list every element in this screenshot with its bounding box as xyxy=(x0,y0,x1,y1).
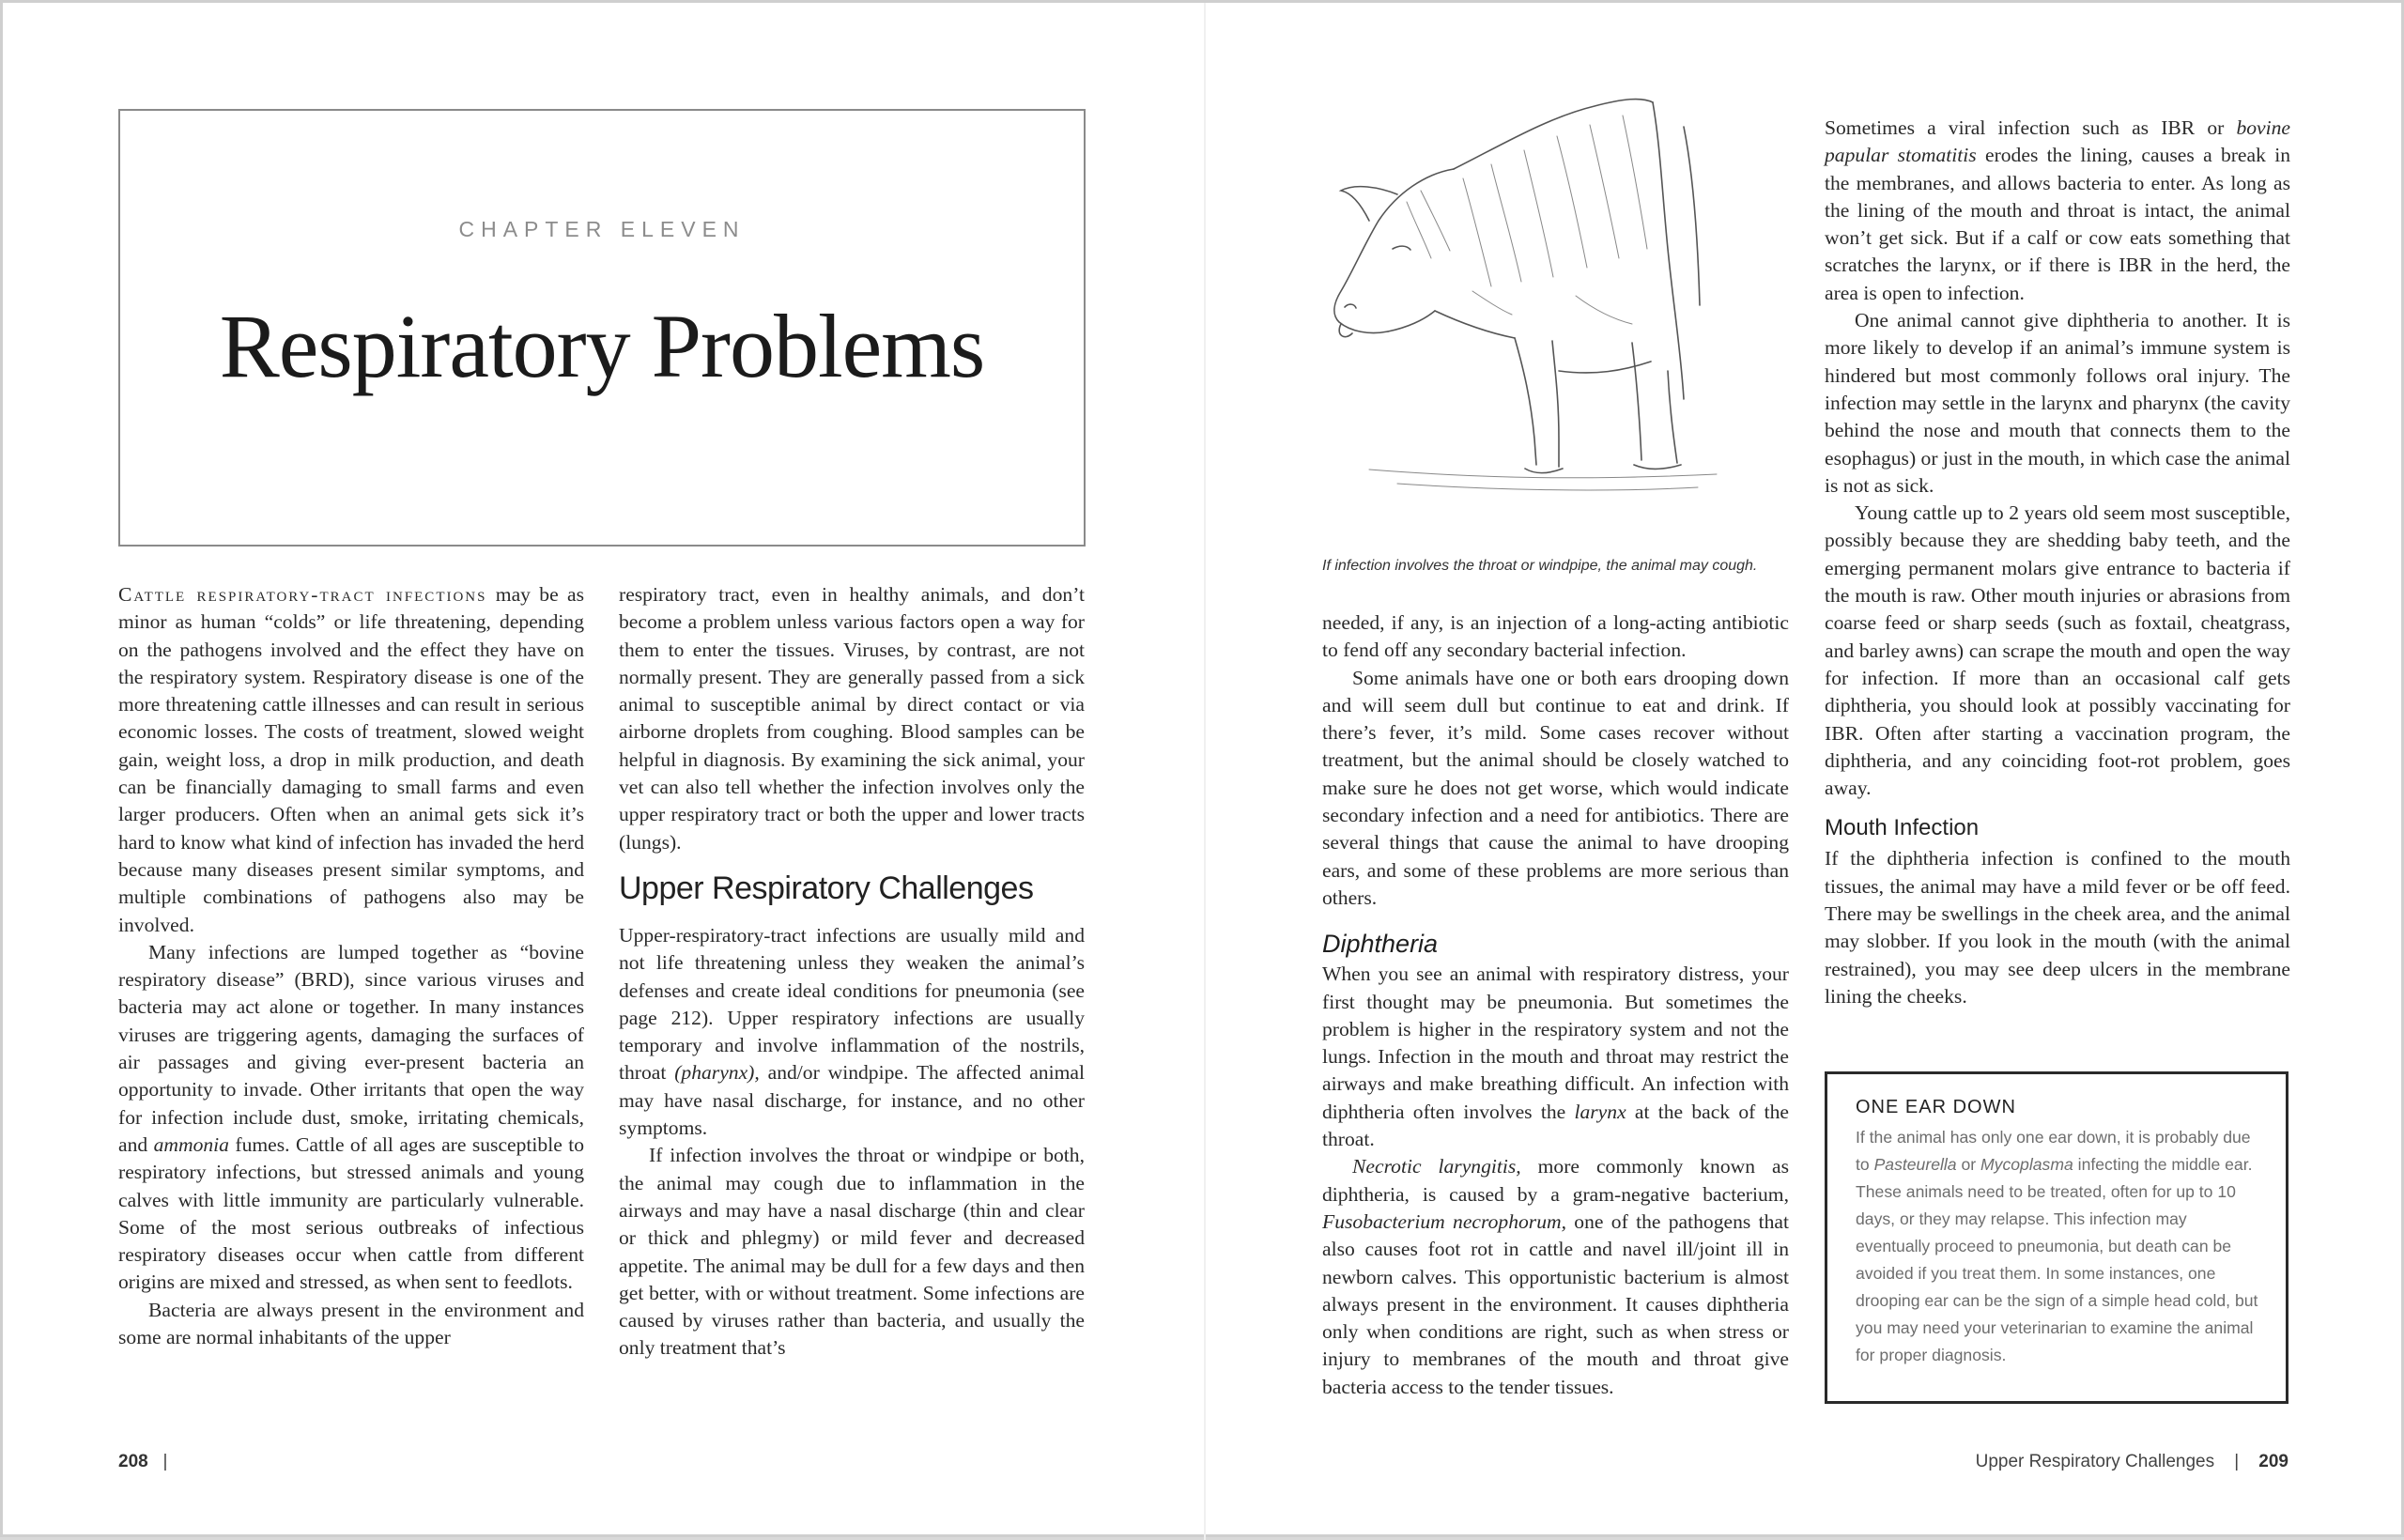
paragraph xyxy=(118,581,584,939)
italic-term: Pasteurella xyxy=(1873,1155,1957,1174)
running-head: Upper Respiratory Challenges xyxy=(1975,1452,2215,1471)
right-folio xyxy=(1941,1452,2288,1472)
paragraph-text: fumes. Cattle of all ages are susceptible to respiratory infections, but stressed animals and young calves with little immunity are particularly vulnerable. Some of the most serious outbreaks of infectious respiratory diseases occur when cattle from different origins are mixed and stressed, as when sent to feedlots. xyxy=(118,1132,584,1294)
paragraph-text: Many infections are lumped together as “bovine respiratory disease” (BRD), since various viruses and bacteria may act alone or together. In many instances viruses are triggering agents, damaging the surfaces of air passages and giving ever-present bacteria an opportunity to invade. Other irritants that open the way for infection include dust, smoke, irritating chemicals, and xyxy=(118,940,584,1156)
sidebar-text: If the animal has only one ear down, it is probably due to xyxy=(1856,1128,2251,1174)
left-column-1 xyxy=(118,581,584,1351)
paragraph xyxy=(1322,961,1789,1153)
illustration-caption: If infection involves the throat or windpipe, the animal may cough. xyxy=(1322,558,1758,574)
chapter-title: Respiratory Problems xyxy=(219,296,985,396)
paragraph: One animal cannot give diphtheria to another. It is more likely to develop if an animal’s immune system is hindered but most commonly follows oral injury. The infection may settle in the larynx and pharynx (the cavity behind the nose and mouth that connects them to the esophagus) or just in the mouth, in which case the animal is not as sick. xyxy=(1825,309,2290,497)
paragraph-text: at the back of the throat. xyxy=(1322,1100,1790,1151)
paragraph xyxy=(619,922,1085,1142)
sidebar-box xyxy=(1825,1071,2288,1404)
paragraph-text: and/or windpipe. The affected animal may have nasal discharge, for instance, and no other symptoms. xyxy=(619,1061,1085,1140)
paragraph-text: more commonly known as diphtheria, is caused by a gram-negative bacterium, xyxy=(1322,1155,1789,1206)
paragraph-text: Upper-respiratory-tract infections are usually mild and not life threatening unless they weaken the animal’s defenses and create ideal conditions for pneumonia (see page 212). Upper respiratory infections are usually temporary and involve inflammation of the nostrils, throat xyxy=(619,923,1085,1085)
paragraph xyxy=(118,939,584,1297)
folio-separator: | xyxy=(162,1452,168,1471)
paragraph: If infection involves the throat or windpipe or both, the animal may cough due to inflammation in the airways and may have a nasal discharge (thin and clear or thick and phlegmy) or mild fever and decreased appetite. The animal may be dull for a few days and then get better, with or without treatment. Some infections are caused by viruses rather than bacteria, and usually the only treatment that’s xyxy=(619,1144,1085,1360)
chapter-opener-box xyxy=(118,109,1086,547)
cow-illustration xyxy=(1313,89,1759,521)
left-folio xyxy=(118,1452,167,1472)
paragraph xyxy=(1825,115,2290,307)
page-number: 208 xyxy=(118,1452,148,1471)
paragraph-text: Sometimes a viral infection such as IBR or xyxy=(1825,116,2237,139)
page-gutter xyxy=(1204,3,1206,1540)
paragraph-text: may be as minor as human “colds” or life threatening, depending on the pathogens involved and the effect they have on the respiratory system. Respiratory disease is one of the more threatening cattle illnesses and can result in serious economic losses. The costs of treatment, slowed weight gain, weight loss, a drop in milk production, and death can be financially damaging to small farms and even larger producers. Often when an animal gets sick it’s hard to know what kind of infection has invaded the herd because many diseases present similar symptoms, and multiple combinations of pathogens also may be involved. xyxy=(118,583,584,936)
paragraph-text: one of the pathogens that also causes foot rot in cattle and navel ill/joint ill in newborn calves. This opportunistic bacterium is almost always present in the environment. It causes diphtheria only when conditions are right, such as when stress or injury to membranes of the mouth and throat give bacteria access to the tender tissues. xyxy=(1322,1209,1789,1398)
italic-term: Fusobacterium necrophorum, xyxy=(1322,1209,1566,1233)
italic-term: (pharynx), xyxy=(674,1061,760,1085)
paragraph xyxy=(1322,1153,1789,1401)
left-column-2 xyxy=(619,581,1085,1363)
sidebar-text: infecting the middle ear. These animals need to be treated, often for up to 10 days, or they may relapse. This infection may eventually proceed to pneumonia, but death can be avoided if you treat them. In some instances, one drooping ear can be the sign of a simple head cold, but you may need your veterinarian to examine the animal for proper diagnosis. xyxy=(1856,1155,2258,1364)
lead-in-small-caps: Cattle respiratory-tract infections xyxy=(118,583,487,606)
paragraph: If the diphtheria infection is confined to the mouth tissues, the animal may have a mild fever or be off feed. There may be swellings in the cheek area, and the animal may slobber. If you look in the mouth (with the animal restrained), you may see deep ulcers in the membrane lining the cheeks. xyxy=(1825,847,2290,1008)
sidebar-title: ONE EAR DOWN xyxy=(1856,1097,2016,1117)
paragraph: Young cattle up to 2 years old seem most susceptible, possibly because they are shedding baby teeth, and the emerging permanent molars give entrance to bacteria if the mouth is raw. Other mouth injuries or abrasions from coarse feed or sharp seeds (such as foxtail, cheatgrass, and barley awns) can scrape the mouth and open the way for infection. If more than an occasional calf gets diphtheria, you should look at possibly vaccinating for IBR. Often after starting a vaccination program, the diphtheria, and any coinciding foot-rot problem, goes away. xyxy=(1825,501,2290,800)
paragraph: needed, if any, is an injection of a long-acting antibiotic to fend off any secondary bacterial infection. xyxy=(1322,611,1789,662)
italic-term: larynx xyxy=(1574,1100,1626,1123)
right-column-1 xyxy=(1322,609,1789,1401)
paragraph-text: When you see an animal with respiratory distress, your first thought may be pneumonia. But sometimes the problem is higher in the respiratory system and not the lungs. Infection in the mouth and throat may restrict the airways and make breathing difficult. An infection with diphtheria often involves the xyxy=(1322,962,1789,1123)
right-column-2 xyxy=(1825,115,2290,1010)
italic-term: Mycoplasma xyxy=(1980,1155,2073,1174)
sidebar-text: or xyxy=(1956,1155,1981,1174)
paragraph: respiratory tract, even in healthy animals, and don’t become a problem unless various factors open a way for them to enter the tissues. Viruses, by contrast, are not normally present. They are generally passed from a sick animal to susceptible animal by direct contact or via airborne droplets from coughing. Blood samples can be helpful in diagnosis. By examining the sick animal, your vet can also tell whether the infection involves only the upper respiratory tract or both the upper and lower tracts (lungs). xyxy=(619,583,1085,854)
paragraph: Some animals have one or both ears drooping down and will seem dull but continue to eat and drink. If there’s fever, it’s mild. Some cases recover without treatment, but the animal should be closely watched to make sure he does not get worse, which would indicate secondary infection and a need for antibiotics. There are several things that cause the animal to have drooping ears, and some of these problems are more serious than others. xyxy=(1322,666,1789,909)
chapter-label: CHAPTER ELEVEN xyxy=(458,217,746,241)
section-heading: Upper Respiratory Challenges xyxy=(619,870,1034,906)
italic-term: Necrotic laryngitis, xyxy=(1352,1155,1521,1178)
sidebar-body xyxy=(1856,1124,2259,1369)
subsection-heading: Mouth Infection xyxy=(1825,815,1980,841)
italic-term: ammonia xyxy=(153,1132,229,1156)
section-heading: Diphtheria xyxy=(1322,930,1439,959)
paragraph-text: erodes the lining, causes a break in the membranes, and allows bacteria to enter. As long as the lining of the mouth and throat is intact, the animal won’t get sick. But if a calf or cow eats something that scratches the larynx, or if there is IBR in the herd, the area is open to infection. xyxy=(1825,144,2290,304)
italic-term: bovine papular stomatitis xyxy=(1825,116,2290,167)
page-number: 209 xyxy=(2258,1452,2288,1471)
folio-separator: | xyxy=(2234,1452,2240,1471)
paragraph: Bacteria are always present in the environment and some are normal inhabitants of the upper xyxy=(118,1298,584,1349)
